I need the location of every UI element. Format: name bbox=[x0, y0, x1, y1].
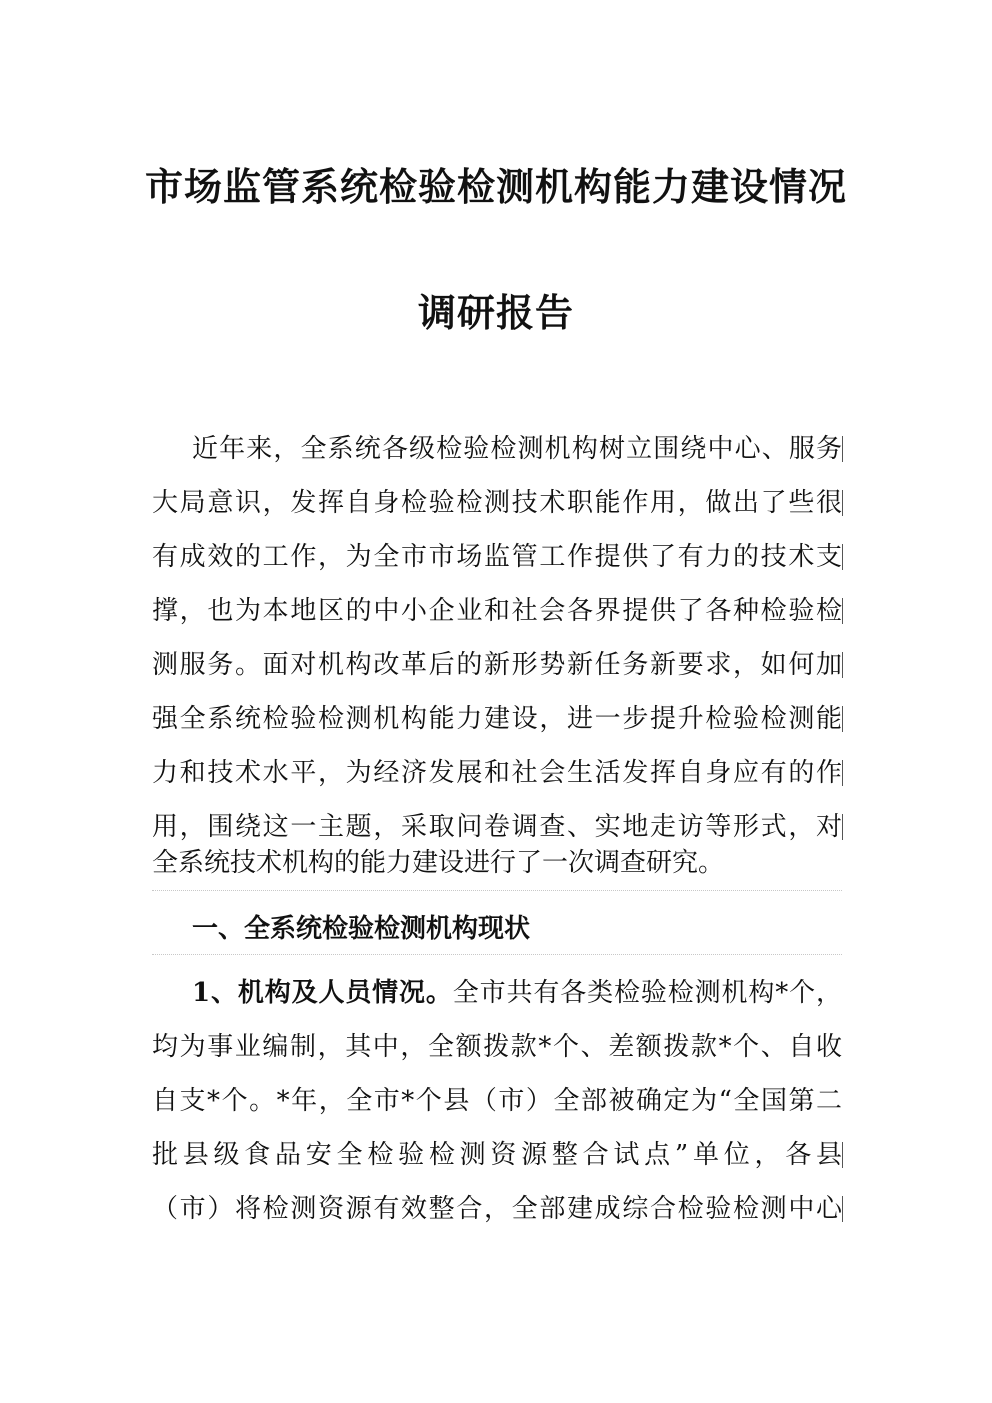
edge-mark bbox=[842, 706, 843, 732]
intro-line-3: 有成效的工作，为全市市场监管工作提供了有力的技术支 bbox=[152, 542, 842, 572]
intro-line-2: 大局意识，发挥自身检验检测技术职能作用，做出了些很 bbox=[152, 488, 842, 518]
intro-line-5: 测服务。面对机构改革后的新形势新任务新要求，如何加 bbox=[152, 650, 842, 680]
edge-mark bbox=[842, 544, 843, 570]
intro-line-7: 力和技术水平，为经济发展和社会生活发挥自身应有的作 bbox=[152, 758, 842, 788]
intro-line-6: 强全系统检验检测机构能力建设，进一步提升检验检测能 bbox=[152, 704, 842, 734]
intro-line-1: 近年来，全系统各级检验检测机构树立围绕中心、服务 bbox=[192, 434, 842, 464]
document-title-line-2: 调研报告 bbox=[417, 290, 574, 335]
dotted-rule-top bbox=[152, 890, 842, 891]
intro-line-4: 撑，也为本地区的中小企业和社会各界提供了各种检验检 bbox=[152, 596, 842, 626]
edge-mark bbox=[842, 652, 843, 678]
edge-mark bbox=[842, 1142, 843, 1168]
edge-mark bbox=[842, 436, 843, 462]
edge-mark bbox=[842, 490, 843, 516]
edge-mark bbox=[842, 760, 843, 786]
sub1-line-1 bbox=[192, 964, 842, 1022]
edge-mark bbox=[842, 1196, 843, 1222]
section-1-heading: 一、全系统检验检测机构现状 bbox=[192, 914, 531, 944]
intro-line-9: 全系统技术机构的能力建设进行了一次调查研究。 bbox=[152, 848, 725, 878]
intro-line-8: 用，围绕这一主题，采取问卷调查、实地走访等形式，对 bbox=[152, 812, 842, 842]
sub1-line-1-rest: 全市共有各类检验检测机构*个， bbox=[452, 978, 842, 1008]
dotted-rule-bottom bbox=[152, 954, 842, 955]
edge-mark bbox=[842, 814, 843, 840]
sub1-line-5: （市）将检测资源有效整合，全部建成综合检验检测中心 bbox=[152, 1194, 842, 1224]
edge-mark bbox=[842, 598, 843, 624]
sub1-lead: 1、机构及人员情况。 bbox=[192, 978, 453, 1008]
sub1-line-4: 批县级食品安全检验检测资源整合试点”单位，各县 bbox=[152, 1140, 842, 1170]
document-title-line-1: 市场监管系统检验检测机构能力建设情况 bbox=[144, 164, 847, 209]
sub1-line-3: 自支*个。*年，全市*个县（市）全部被确定为“全国第二 bbox=[152, 1086, 842, 1116]
sub1-line-2: 均为事业编制，其中，全额拨款*个、差额拨款*个、自收 bbox=[152, 1032, 842, 1062]
